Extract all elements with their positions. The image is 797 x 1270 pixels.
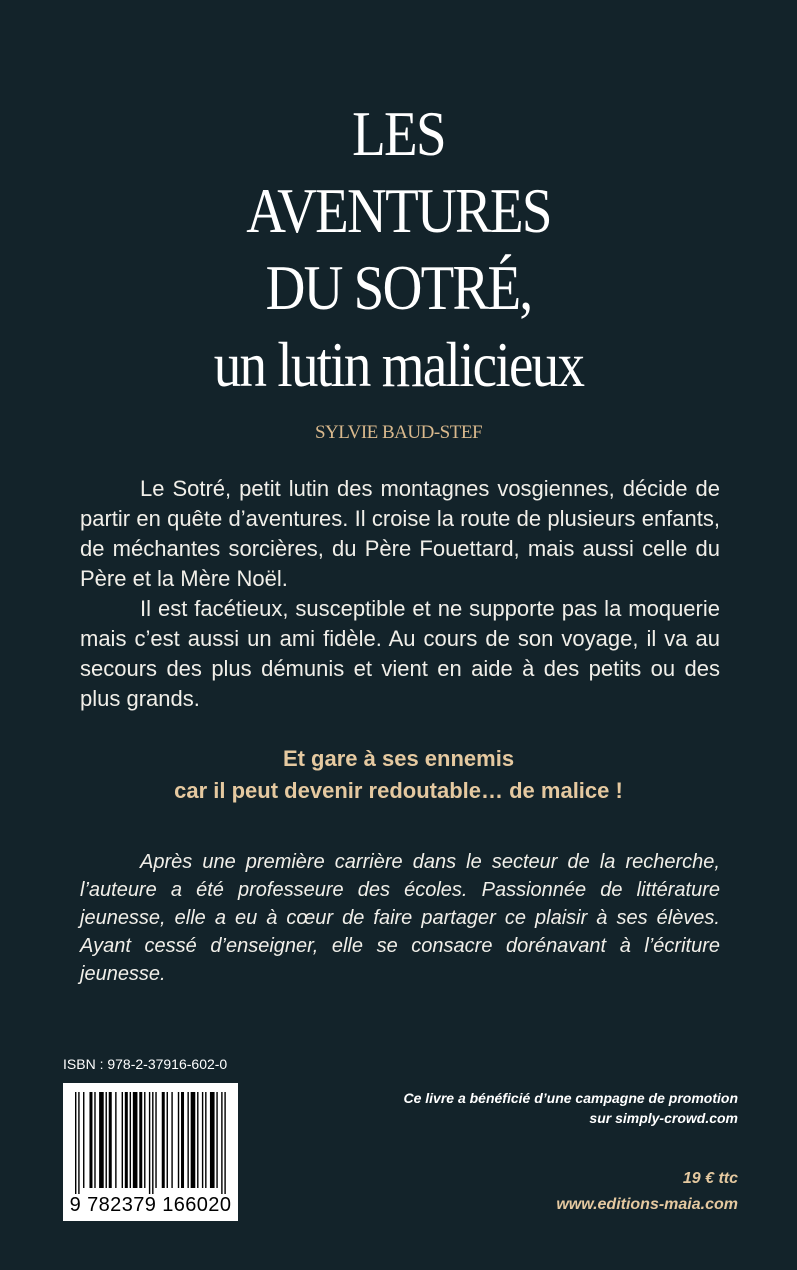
- barcode-bar: [162, 1092, 165, 1188]
- title-line-3: DU SOTRÉ,: [265, 252, 532, 323]
- barcode-bar: [210, 1092, 215, 1188]
- barcode-bar: [83, 1092, 84, 1188]
- barcode-bar: [197, 1092, 198, 1188]
- synopsis-paragraph-2: Il est facétieux, susceptible et ne supporte pas la moquerie mais c’est aussi un ami fidèle. Au cours de son voyage, il va au secours des plus démunis et vient en aide à des petits ou des plus grands.: [80, 596, 720, 711]
- barcode-bar: [75, 1092, 76, 1194]
- synopsis-paragraph-1: Le Sotré, petit lutin des montagnes vosgiennes, décide de partir en quête d’aventures. Il croise la route de plusieurs enfants, de méchantes sorcières, du Père Fouettard, mais aussi celle du Père et la Mère Noël.: [80, 476, 720, 591]
- barcode-bar: [187, 1092, 188, 1188]
- barcode-bar: [125, 1092, 128, 1188]
- barcode-bar: [139, 1092, 142, 1188]
- barcode-bar: [178, 1092, 179, 1188]
- barcode-bar: [133, 1092, 138, 1188]
- barcode-bar: [181, 1092, 184, 1188]
- price-block: [556, 1166, 738, 1218]
- barcode-bar: [122, 1092, 123, 1188]
- barcode-bar: [94, 1092, 95, 1188]
- barcode-bar: [149, 1092, 150, 1194]
- barcode-bar: [224, 1092, 225, 1194]
- barcode-bar: [109, 1092, 112, 1188]
- author-name: SYLVIE BAUD-STEF: [314, 422, 483, 443]
- barcode: [63, 1083, 238, 1221]
- book-title: [0, 95, 797, 403]
- author-bio-text: Après une première carrière dans le secteur de la recherche, l’auteure a été professeure des écoles. Passionnée de littérature jeunesse, elle a eu à cœur de faire partager ce plaisir à ses élèves. Ayant cessé d’enseigner, elle se consacre dorénavant à l’écriture jeunesse.: [80, 851, 720, 985]
- tagline-line-1: Et gare à ses ennemis: [282, 746, 515, 771]
- website-link[interactable]: www.editions-maia.com: [556, 1196, 738, 1213]
- price: 19 € ttc: [682, 1170, 738, 1187]
- barcode-bar: [167, 1092, 168, 1188]
- barcode-bar: [130, 1092, 131, 1188]
- tagline-line-2: car il peut devenir redoutable… de malice !: [174, 778, 623, 803]
- promo-note: [403, 1088, 738, 1128]
- barcode-bar: [216, 1092, 217, 1188]
- isbn-label: ISBN : 978-2-37916-602-0: [63, 1056, 228, 1072]
- synopsis: [80, 474, 720, 714]
- barcode-bar: [115, 1092, 116, 1188]
- barcode-bar: [106, 1092, 107, 1188]
- barcode-digits: 9 782379 166020: [69, 1194, 232, 1216]
- title-line-2: AVENTURES: [246, 175, 551, 246]
- promo-line-2: sur simply-crowd.com: [589, 1110, 738, 1126]
- barcode-bar: [89, 1092, 92, 1188]
- promo-line-1: Ce livre a bénéficié d’une campagne de promotion: [403, 1090, 738, 1106]
- author-bio: [80, 848, 720, 988]
- barcode-bar: [205, 1092, 206, 1188]
- barcode-bars: [73, 1092, 228, 1194]
- barcode-bar: [152, 1092, 153, 1194]
- tagline: [0, 743, 797, 807]
- barcode-bar: [191, 1092, 196, 1188]
- barcode-bar: [99, 1092, 104, 1188]
- barcode-bar: [155, 1092, 156, 1188]
- barcode-bar: [144, 1092, 145, 1188]
- barcode-bar: [202, 1092, 203, 1188]
- barcode-bar: [78, 1092, 79, 1194]
- barcode-bar: [221, 1092, 222, 1194]
- title-line-1: LES: [352, 98, 445, 169]
- title-line-4: un lutin malicieux: [213, 329, 584, 400]
- barcode-bar: [171, 1092, 172, 1188]
